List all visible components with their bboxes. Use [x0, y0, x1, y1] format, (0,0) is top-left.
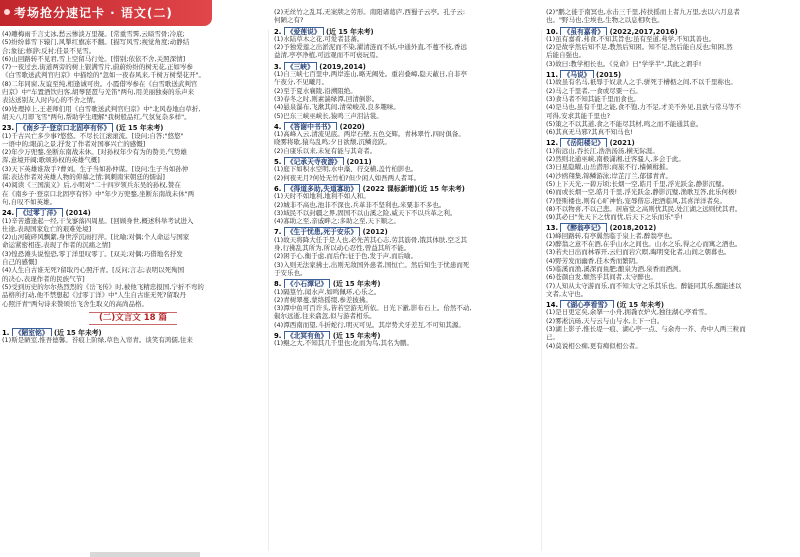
section-note: (2018,2012) [609, 224, 657, 232]
section-note: (近 15 年未考) [326, 27, 374, 35]
section-label: 《小石潭记》 [284, 279, 331, 287]
text-line: (4)悬泉瀑布,飞漱其间,清荣峻茂,良多趣味。 [274, 103, 400, 112]
text-line: 俶尔远逝,往来翕忽,似与游者相乐。 [274, 312, 376, 321]
text-line: (4)潭西南而望,斗折蛇行,明灭可见。其岸势犬牙差互,不可知其源。 [274, 320, 465, 329]
section-label: 《生于忧患,死于安乐》 [284, 227, 361, 235]
section-label: 《岳阳楼记》 [560, 138, 607, 146]
text-line: (2)是故学然后知不足,教然后知困。知不足,然后能自反也;知困,然 [546, 43, 733, 52]
section-label: 《过零丁洋》 [16, 208, 63, 216]
section-heading [546, 27, 796, 35]
text-line: (2)予独爱莲之出淤泥而不染,濯清涟而不妖,中通外直,不蔓不枝,香远 [274, 43, 467, 52]
text-line: 午夜分,不见曦月。 [274, 78, 329, 87]
section-number: 11. [546, 71, 559, 79]
text-line: (1)斯是陋室,惟吾德馨。苔痕上阶绿,草色入帘青。谈笑有鸿儒,往来 [2, 335, 193, 344]
text-line: (1)衔远山,吞长江,浩浩汤汤,横无际涯。 [546, 146, 659, 155]
text-line: (4)沙鸥翔集,锦鳞游泳;岸芷汀兰,郁郁青青。 [546, 171, 673, 180]
section-number: 9. [274, 331, 282, 340]
text-line: 益清,亭亭净植,可远观而不可亵玩焉。 [274, 51, 383, 60]
text-line: (6)其真无马邪?其真不知马也! [546, 128, 633, 137]
text-line: (1)峰回路转,有亭翼然临于泉上者,醉翁亭也。 [546, 231, 677, 240]
text-line: (8)不以物喜,不以己悲。居庙堂之高则忧其民,处江湖之远则忧其君。 [546, 204, 742, 213]
section-heading [546, 300, 796, 308]
text-line: (3)域民不以封疆之界,固国不以山溪之险,威天下不以兵革之利。 [274, 208, 457, 217]
text-line: 已。 [546, 333, 559, 342]
section-heading [546, 138, 796, 146]
subsection-title-text: (二)文言文 18 篇 [89, 312, 177, 325]
section-heading [274, 184, 536, 192]
text-line: 谋;表达作者对英雄人物的仰慕之情;讽刺南宋朝廷的懦弱] [2, 173, 165, 182]
page-title: 考场抢分速记卡 · 语文(二) [14, 6, 173, 20]
text-line: (7)一夜过去,街道两旁的树上银满雪片,蔚蔚纷纷的树无花,正如岑参 [2, 63, 193, 72]
section-heading [274, 122, 536, 130]
text-line: (1)千古兴亡多少事?悠悠。不尽长江滚滚流。[设问;自答;"悠悠" [2, 131, 184, 140]
section-note: (2015) [595, 71, 622, 79]
section-number: 2. [274, 27, 282, 35]
text-line: (3)惶恐滩头说惶恐,零丁洋里叹零丁。[双关;对偶;巧借地名抒发 [2, 249, 183, 258]
text-line: 何陋之有? [274, 16, 304, 25]
text-line: (1)隔篁竹,闻水声,如鸣佩环,心乐之。 [274, 287, 381, 296]
text-line: (5)临溪而渔,溪深而鱼肥;酿泉为酒,泉香而酒洌。 [546, 264, 686, 273]
column-3 [546, 8, 796, 350]
section-number: 14. [546, 301, 559, 309]
text-line: (2)无丝竹之乱耳,无案牍之劳形。南阳诸葛庐,西蜀子云亭。孔子云: [274, 8, 466, 16]
section-number: 6. [274, 184, 282, 193]
text-line: (1)天时不如地利,地利不如人和。 [274, 192, 370, 201]
text-line: (8)二年同窗,友谊至纯,相逢诚可贵。小霞借岑参在《白雪歌送武判官 [2, 79, 198, 88]
section-heading [2, 328, 264, 336]
section-label: 《虽有嘉肴》 [560, 27, 607, 35]
text-line: (1)虽有嘉肴,弗食,不知其旨也;虽有至道,弗学,不知其善也。 [546, 34, 716, 43]
text-line: (2)马之千里者,一食或尽粟一石。 [546, 86, 642, 95]
section-number: 4. [274, 122, 282, 131]
text-line: (4)人生自古谁无死?留取丹心照汗青。[反问;言志;表明以死殉国 [2, 266, 185, 275]
section-heading [2, 208, 264, 216]
text-line: 身,行拂乱其所为,所以动心忍性,曾益其所不能。 [274, 244, 411, 253]
text-line: (5)上下天光,一碧万顷;长烟一空,皓月千里,浮光跃金,静影沉璧。 [546, 179, 729, 188]
section-note: (2020) [339, 122, 365, 131]
footer-bar [90, 552, 200, 557]
section-heading [2, 123, 264, 131]
text-line: (6)而或长烟一空,皓月千里,浮光跃金,静影沉璧,渔歌互答,此乐何极! [546, 188, 738, 197]
section-heading [546, 223, 796, 231]
text-line: (2)何夜无月?何处无竹柏?但少闲人如吾两人者耳。 [274, 173, 421, 182]
text-line: (4)阅读《三国演义》后,小明对"二十四岁领兵东吴的孙权,赞在 [2, 181, 181, 190]
text-line: 仕途,表现国家危亡的艰难处境] [2, 224, 92, 233]
text-line: (3)入则无法家拂士,出则无敌国外患者,国恒亡。然后知生于忧患而死 [274, 260, 470, 269]
text-line: (9)其必曰"先天下之忧而忧,后天下之乐而乐"乎! [546, 213, 683, 222]
text-line: (3)湖上影子,惟长堤一痕、湖心亭一点、与余舟一芥、舟中人两三粒而 [546, 324, 746, 333]
text-line: 命运紧密相连,表现了作者的沉痛之情] [2, 241, 111, 250]
section-label: 《记承天寺夜游》 [284, 157, 344, 165]
section-number: 7. [274, 228, 282, 236]
text-line: (7)人知从太守游而乐,而不知太守之乐其乐也。醉能同其乐,醒能述以 [546, 281, 742, 290]
section-note: (近 15 年未考) [332, 280, 381, 288]
section-heading [546, 70, 796, 78]
text-line: 于安乐也。 [274, 268, 307, 277]
text-line: (7)登斯楼也,则有心旷神怡,宠辱偕忘,把酒临风,其喜洋洋者矣。 [546, 196, 726, 205]
text-line: (5)策之不以其道,食之不能尽其材,鸣之而不能通其意。 [546, 119, 703, 128]
text-line: 心照汗青"两句诗来赞颂岳飞舍生取义的高尚品格。 [2, 299, 148, 308]
section-number: 5. [274, 158, 282, 166]
text-line: (1)高峰入云,清流见底。两岸石壁,五色交辉。青林翠竹,四时俱备。 [274, 130, 465, 139]
text-line: (1)辛苦遭逢起一经,干戈寥落四周星。[回顾身世,概述科举考试进入 [2, 216, 194, 225]
text-line: 合;象征;修辞;反衬;佳景不见雪。 [2, 46, 96, 55]
section-heading [274, 27, 536, 35]
bullet-icon [4, 9, 10, 15]
section-note: (2012) [362, 228, 388, 236]
section-label: 《爱莲说》 [284, 27, 324, 35]
text-line: (1)庭下如积水空明,水中藻、荇交横,盖竹柏影也。 [274, 165, 418, 174]
section-note: (2019,2014) [319, 62, 366, 71]
section-note: (2011) [346, 158, 372, 166]
text-line: 表达送别友人时内心的不舍之情。 [2, 96, 100, 105]
section-note: (2014) [65, 209, 91, 217]
text-line: 一语中的;眼前之景,抒发了作者对国事兴亡的感慨] [2, 139, 146, 148]
text-line: (4)野芳发而幽香,佳木秀而繁阴。 [546, 256, 642, 265]
section-heading [274, 227, 536, 235]
text-line: 品格所打动,他不禁想起《过零丁洋》中"人生自古谁无死?留取丹 [2, 291, 187, 300]
section-note: (近 15 年未考) [616, 301, 664, 309]
text-line: (2)青树翠蔓,蒙络摇缀,参差披拂。 [274, 295, 372, 304]
section-note: (2022 课标新增)(近 15 年未考) [362, 184, 465, 193]
section-label: 《三峡》 [284, 62, 317, 70]
section-label: 《北冥有鱼》 [284, 331, 331, 339]
section-heading [274, 62, 536, 70]
section-heading [274, 279, 536, 287]
column-divider [268, 30, 269, 551]
text-line: (5)纷纷暮雪下辕门,风掣红旗冻不翻。[描写风雪;视觉角度;动静结 [2, 38, 190, 47]
text-line: 在《南乡子·登京口北固亭有怀》中"年少万兜鍪,坐断东南战未休"两 [2, 189, 195, 198]
text-line: (2)城非不高也,池非不深也,兵革非不坚利也,米粟非不多也。 [274, 200, 446, 209]
text-line: (2)"鹏之徙于南冥也,水击三千里,抟扶摇而上者九万里,去以六月息者 [546, 8, 740, 16]
text-line: (1)鲲之大,不知其几千里也;化而为鸟,其名为鹏。 [274, 339, 414, 348]
section-number: 13. [546, 224, 559, 232]
text-line: (4)莫说相公痴,更有痴似相公者。 [546, 341, 642, 350]
section-label: 《醉翁亭记》 [560, 223, 607, 231]
text-line: (1)故天将降大任于是人也,必先苦其心志,劳其筋骨,饿其体肤,空乏其 [274, 235, 467, 244]
subsection-title [2, 312, 264, 325]
text-line: (1)故虽有名马,祇辱于奴隶人之手,骈死于槽枥之间,不以千里称也。 [546, 78, 737, 87]
text-line: (3)食马者不知其能千里而食也。 [546, 94, 640, 103]
section-label: 《马说》 [560, 70, 593, 78]
section-label: 《湖心亭看雪》 [560, 300, 614, 308]
text-line: (2)醉翁之意不在酒,在乎山水之间也。山水之乐,得之心而寓之酒也。 [546, 240, 742, 249]
text-line: (4)寡助之至,亲戚畔之;多助之至,天下顺之。 [274, 217, 401, 226]
column-2 [274, 8, 536, 348]
section-note: (2021) [609, 139, 635, 147]
text-line: (9)处理掉上,王老师们用《白雪歌送武判官归京》中"北风卷地白草折, [2, 104, 201, 113]
section-label: 《南乡子·登京口北固亭有怀》 [16, 123, 113, 131]
text-line: 文者,太守也。 [546, 289, 588, 298]
text-line: (2)雾凇沆砀,天与云与山与水,上下一白。 [546, 316, 664, 325]
section-label: 《得道多助,失道寡助》 [284, 184, 361, 192]
text-line: (3)潭中鱼可百许头,皆若空游无所依。日光下澈,影布石上。佁然不动, [274, 304, 472, 313]
text-line: 可得,安求其能千里也? [546, 111, 611, 120]
text-line: (2)山河破碎风飘絮,身世浮沉雨打萍。[比喻;对偶;个人命运与国家 [2, 233, 190, 242]
text-line: (1)自三峡七百里中,两岸连山,略无阙处。重岩叠嶂,隐天蔽日,自非亭 [274, 70, 467, 79]
text-line: (2)自康乐以来,未复有能与其奇者。 [274, 146, 377, 155]
column-divider [541, 30, 542, 551]
column-1 [2, 30, 264, 344]
section-heading [274, 331, 536, 339]
section-number: 3. [274, 62, 282, 71]
text-line: (6)苍颜白发,颓然乎其间者,太守醉也。 [546, 273, 657, 282]
header-banner [0, 0, 212, 26]
text-line: (5)受到历史的尔尔热烈烈的《岳飞传》时,被他飞精忠报国,宁折不弯的 [2, 282, 204, 291]
text-line: (6)山回路转不见君,雪上空留马行处。[惜别;依依不舍,关照深情] [2, 54, 186, 63]
section-number: 10. [546, 27, 559, 35]
text-line: (2)困于心,衡于虑,而后作;征于色,发于声,而后喻。 [274, 252, 418, 261]
section-note: (2022,2017,2016) [609, 27, 678, 35]
text-line: 浑,意境开阔;歌颂孙权的英雄气概] [2, 156, 100, 165]
text-line: 也。"野马也,尘埃也,生物之以息相吹也。 [546, 16, 664, 25]
text-line: (3)故曰:教学相长也。《兑命》曰"学学半",其此之谓乎! [546, 59, 702, 68]
text-line: 晓雾将歇,猿鸟乱鸣;夕日欲颓,沉鳞竞跃。 [274, 138, 391, 147]
text-line: 后能自强也。 [546, 51, 585, 60]
text-line: (1)是日更定矣,余拏一小舟,拥毳衣炉火,独往湖心亭看雪。 [546, 308, 711, 317]
text-line: (1)水陆草木之花,可爱者甚蕃。 [274, 34, 364, 43]
text-line: 归京》中"车置酒饮归客,胡琴琵琶与羌笛"两句,用美丽独奏的乐声来 [2, 88, 195, 97]
text-line: (3)若夫日出而林霏开,云归而岩穴暝,晦明变化者,山间之朝暮也。 [546, 248, 731, 257]
text-line: (2)至于夏水襄陵,沿溯阻绝。 [274, 86, 357, 95]
section-label: 《陋室铭》 [12, 328, 52, 336]
section-note: (近 15 年未考) [54, 328, 102, 336]
text-line: 胡天八月即飞雪"两句,帮助学生理解"我树般品红,气氛复杂多样"。 [2, 112, 191, 121]
text-line: (3)天下英雄谁敌手?曹刘。生子当如孙仲谋。[设问;生子当如孙仲 [2, 164, 189, 173]
section-label: 《答谢中书书》 [284, 122, 338, 130]
text-line: (3)春冬之时,则素湍绿潭,回清倒影。 [274, 94, 379, 103]
section-number: 8. [274, 280, 282, 288]
text-line: (5)巴东三峡巫峡长,猿鸣三声泪沾裳。 [274, 111, 383, 120]
text-line: (2)然则北通巫峡,南极潇湘,迁客骚人,多会于此。 [546, 155, 685, 164]
text-line: 句,自叹不如英雄。 [2, 197, 57, 206]
section-number: 1. [2, 328, 10, 336]
text-line: (4)是马也,虽有千里之能,食不饱,力不足,才美不外见,且欲与常马等不 [546, 103, 742, 112]
section-number: 12. [546, 139, 559, 147]
text-line: (2)年少万兜鍪,坐断东南战未休。[对孙权年少有为的赞美,气势雄 [2, 148, 187, 157]
text-line: 的决心,表现作者的民族气节] [2, 274, 85, 283]
text-line: 《白雪歌送武判官归京》中描绘的"忽如一夜春风来,千树万树梨花开"。 [2, 71, 206, 80]
section-number: 24. [2, 209, 15, 217]
section-number: 23. [2, 124, 15, 132]
section-heading [274, 157, 536, 165]
section-note: (近 15 年未考) [115, 124, 164, 132]
text-line: (3)日星隐曜,山岳潜形;商旅不行,樯倾楫摧。 [546, 163, 673, 172]
section-note: (近 15 年未考) [332, 331, 381, 340]
text-line: 自己的感慨] [2, 258, 38, 267]
text-line: (4)雕梅雨千言丈冰,愁云惨淡万里凝。[常重雪霁,云暗雪骨;冷底; [2, 30, 185, 38]
